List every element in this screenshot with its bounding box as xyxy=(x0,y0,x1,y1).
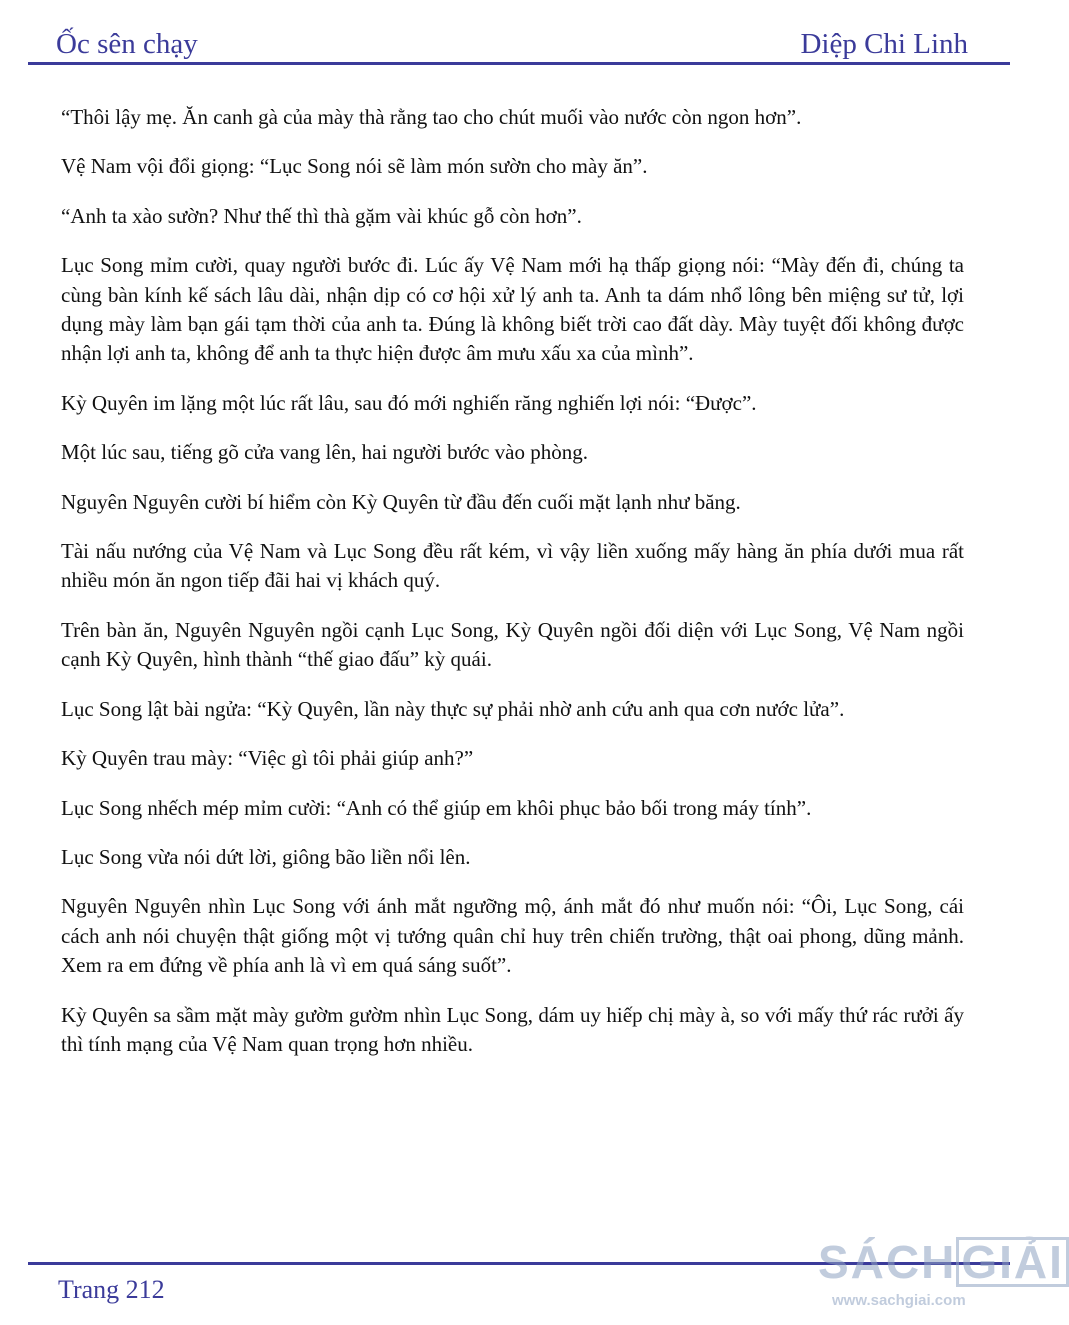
page-header xyxy=(56,24,968,64)
paragraph: Lục Song vừa nói dứt lời, giông bão liền nổi lên. xyxy=(61,844,471,869)
paragraph: Tài nấu nướng của Vệ Nam và Lục Song đều rất kém, vì vậy liền xuống mấy hàng ăn phía dưới mua rất nhiều món ăn ngon tiếp đãi hai vị khách quý. xyxy=(61,539,964,593)
book-title: Ốc sên chạy xyxy=(56,28,198,60)
watermark-logo xyxy=(818,1236,1069,1288)
page-number: Trang 212 xyxy=(58,1275,165,1304)
header-divider xyxy=(28,62,1010,65)
watermark xyxy=(818,1228,1064,1320)
paragraph: Kỳ Quyên im lặng một lúc rất lâu, sau đó mới nghiến răng nghiến lợi nói: “Được”. xyxy=(61,390,757,415)
page-body xyxy=(61,103,964,1079)
book-author: Diệp Chi Linh xyxy=(800,28,968,60)
paragraph: Kỳ Quyên trau mày: “Việc gì tôi phải giúp anh?” xyxy=(61,746,474,771)
paragraph: Nguyên Nguyên cười bí hiểm còn Kỳ Quyên từ đầu đến cuối mặt lạnh như băng. xyxy=(61,489,741,514)
paragraph: Trên bàn ăn, Nguyên Nguyên ngồi cạnh Lục Song, Kỳ Quyên ngồi đối diện với Lục Song, Vệ Nam ngồi cạnh Kỳ Quyên, hình thành “thế giao đấu” kỳ quái. xyxy=(61,617,964,672)
watermark-url: www.sachgiai.com xyxy=(832,1292,966,1309)
paragraph: Một lúc sau, tiếng gõ cửa vang lên, hai người bước vào phòng. xyxy=(61,440,588,465)
paragraph: Lục Song lật bài ngửa: “Kỳ Quyên, lần này thực sự phải nhờ anh cứu anh qua cơn nước lửa”. xyxy=(61,696,845,721)
paragraph: Kỳ Quyên sa sầm mặt mày gườm gườm nhìn Lục Song, dám uy hiếp chị mày à, so với mấy thứ rác rưởi ấy thì tính mạng của Vệ Nam quan trọng hơn nhiều. xyxy=(61,1002,964,1056)
paragraph: “Anh ta xào sườn? Như thế thì thà gặm vài khúc gỗ còn hơn”. xyxy=(61,203,582,228)
paragraph: Nguyên Nguyên nhìn Lục Song với ánh mắt ngưỡng mộ, ánh mắt đó như muốn nói: “Ôi, Lục Song, cái cách anh nói chuyện thật giống một vị tướng quân chỉ huy trên chiến trường, thật oai phong, dũng mảnh. Xem ra em đứng về phía anh là vì em quá sáng suốt”. xyxy=(61,894,964,978)
paragraph: Lục Song mỉm cười, quay người bước đi. Lúc ấy Vệ Nam mới hạ thấp giọng nói: “Mày đến đi, chúng ta cùng bàn kính kế sách lâu dài, nhận dịp có cơ hội xử lý anh ta. Anh ta dám nhổ lông bên miệng sư tử, lợi dụng mày làm bạn gái tạm thời của anh ta. Đúng là không biết trời cao đất dày. Mày tuyệt đối không được nhận lợi anh ta, không để anh ta thực hiện được âm mưu xấu xa của mình”. xyxy=(61,253,964,366)
paragraph: “Thôi lậy mẹ. Ăn canh gà của mày thà rằng tao cho chút muối vào nước còn ngon hơn”. xyxy=(61,105,802,129)
paragraph: Vệ Nam vội đổi giọng: “Lục Song nói sẽ làm món sườn cho mày ăn”. xyxy=(61,154,648,179)
watermark-logo-right: GIẢI xyxy=(956,1237,1069,1287)
watermark-logo-left: SÁCH xyxy=(818,1236,957,1288)
paragraph: Lục Song nhếch mép mỉm cười: “Anh có thể giúp em khôi phục bảo bối trong máy tính”. xyxy=(61,795,812,820)
